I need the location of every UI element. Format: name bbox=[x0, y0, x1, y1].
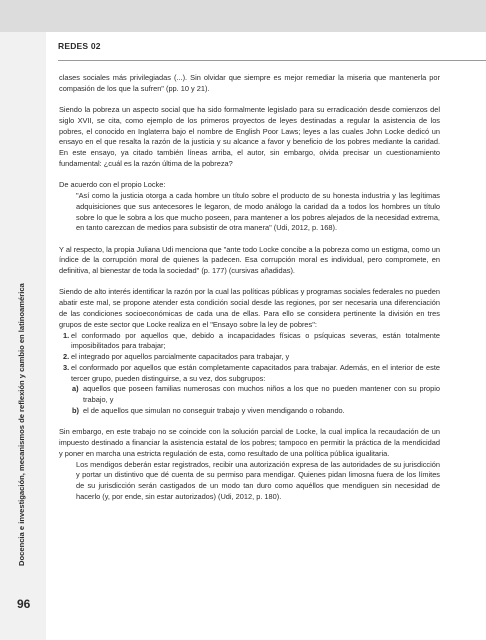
sublist-letter: b) bbox=[72, 406, 79, 416]
paragraph-4: Y al respecto, la propia Juliana Udi menciona que "ante todo Locke concibe a la pobreza como un estigma, como un índice de la corrupción moral de quienes la padecen. Esa corrupción moral es individual, pero compromete, en definitiva, al bienestar de toda la sociedad" (p. 177) (cursivas añadidas). bbox=[59, 244, 440, 276]
paragraph-2: Siendo la pobreza un aspecto social que ha sido formalmente legislado para su erradicación desde comienzos del siglo XVII, se cita, como ejemplo de los primeros proyectos de leyes destinadas a regular la asistencia de los pobres, el conocido en Inglaterra bajo el nombre de English Poor Laws; leyes a las cuales John Locke dedicó un ensayo en el que resalta la razón de la justicia y su alcance a favor y beneficio de los pobres mediante la caridad. En este ensayo, ya citado también líneas arriba, el autor, sin embargo, olvida precisar un cuestionamiento fundamental: ¿cuál es la razón última de la pobreza? bbox=[59, 104, 440, 168]
paragraph-3-intro: De acuerdo con el propio Locke: bbox=[59, 180, 166, 190]
block-quote-2: Los mendigos deberán estar registrados, recibir una autorización expresa de las autoridades de su jurisdicción y portar un distintivo que dé cuenta de su permiso para mendigar. Quienes pidan limosna fuera de los límites de su jurisdicción serán castigados de un modo tan duro como aquéllos que mendiguen sin necesidad de hacerlo (y, por ende, sin estar autorizados) (Udi, 2012, p. 180). bbox=[76, 459, 440, 502]
list-number: 3. bbox=[63, 362, 70, 372]
list-item bbox=[59, 352, 440, 363]
top-band bbox=[0, 0, 486, 32]
sublist-item bbox=[71, 384, 440, 406]
vertical-section-title: Docencia e investigación, mecanismos de reflexión y cambio en latinoamérica bbox=[17, 283, 26, 566]
list-number: 1. bbox=[63, 330, 70, 340]
list-item-text: el integrado por aquellos parcialmente capacitados para trabajar, y bbox=[71, 352, 290, 362]
page-body bbox=[59, 73, 440, 503]
sublist-item bbox=[71, 406, 440, 417]
list-item-text: el conformado por aquellos que, debido a incapacidades físicas o psíquicas severas, están totalmente imposibilitados para trabajar; bbox=[71, 330, 440, 351]
sublist-item-text: aquellos que poseen familias numerosas con muchos niños a los que no pueden mantener con su propio trabajo, y bbox=[83, 384, 440, 405]
paragraph-1: clases sociales más privilegiadas (...). Sin olvidar que siempre es mejor remediar la miseria que mantenerla por compasión de los que la sufren" (pp. 10 y 21). bbox=[59, 73, 440, 93]
list-number: 2. bbox=[63, 352, 70, 362]
list-item bbox=[59, 363, 440, 417]
page-number: 96 bbox=[17, 597, 31, 611]
sublist-item-text: el de aquellos que simulan no conseguir trabajo y viven mendigando o robando. bbox=[83, 406, 345, 416]
header-rule bbox=[58, 60, 486, 61]
running-header-title: REDES 02 bbox=[58, 41, 101, 51]
list-item bbox=[59, 331, 440, 353]
numbered-list bbox=[59, 331, 440, 417]
block-quote-1: "Así como la justicia otorga a cada hombre un título sobre el producto de su honesta industria y las legítimas adquisiciones que sus antecesores le legaron, de modo análogo la caridad da a todos los hombres un título sobre lo que le sobra a los que mucho poseen, para mantener a los pobres alejados de la necesidad extrema, en tanto carezcan de medios para subsistir de otra manera" (Udi, 2012, p. 168). bbox=[76, 190, 440, 233]
sublist-letter: a) bbox=[72, 384, 79, 394]
paragraph-5: Siendo de alto interés identificar la razón por la cual las políticas públicas y programas sociales federales no pueden abatir este mal, se propone atender esta condición social desde las regiones, por ser necesaria una diferenciación de las condiciones socioeconómicas de cada una de ellas. Para ello se considera pertinente la división en tres grupos de este sector que Locke realiza en el "Ensayo sobre la ley de pobres": bbox=[59, 287, 440, 329]
lettered-sublist bbox=[71, 384, 440, 416]
list-item-text: el conformado por aquellos que están completamente capacitados para trabajar. Además, en el interior de este tercer grupo, pueden distinguirse, a su vez, dos subgrupos: bbox=[71, 362, 440, 383]
paragraph-6: Sin embargo, en este trabajo no se coincide con la solución parcial de Locke, la cual implica la recaudación de un impuesto destinado a financiar la asistencia estatal de los pobres; tampoco en permitir la práctica de la mendicidad y poner en marcha una estricta regulación de esta, como resultado de una política pública igualitaria. bbox=[59, 427, 440, 458]
